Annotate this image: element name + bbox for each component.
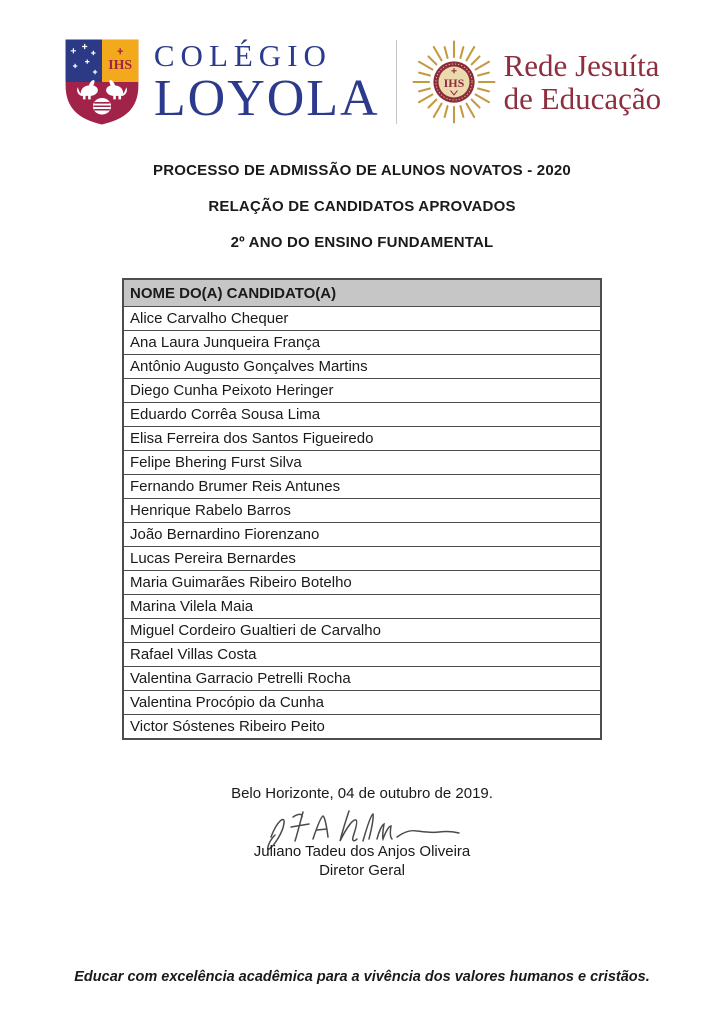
- title-process: PROCESSO DE ADMISSÃO DE ALUNOS NOVATOS - 2020: [153, 162, 571, 179]
- table-row: [123, 475, 601, 499]
- table-header-row: [123, 279, 601, 307]
- candidate-name-cell: Valentina Procópio da Cunha: [123, 691, 601, 715]
- table-row: [123, 379, 601, 403]
- table-row: [123, 451, 601, 475]
- table-row: [123, 307, 601, 331]
- table-row: [123, 643, 601, 667]
- candidates-table: [122, 278, 602, 740]
- table-row: [123, 715, 601, 740]
- emblem-ihs-text: IHS: [443, 76, 464, 91]
- table-body: [123, 307, 601, 740]
- candidate-name-cell: Alice Carvalho Chequer: [123, 307, 601, 331]
- candidate-name-cell: Rafael Villas Costa: [123, 643, 601, 667]
- candidate-name-cell: Fernando Brumer Reis Antunes: [123, 475, 601, 499]
- ihs-sunburst-icon: [411, 39, 497, 125]
- document-titles: [0, 162, 724, 270]
- header: [0, 36, 724, 128]
- candidate-name-cell: Ana Laura Junqueira França: [123, 331, 601, 355]
- table-row: [123, 499, 601, 523]
- title-grade: 2º ANO DO ENSINO FUNDAMENTAL: [230, 234, 494, 251]
- title-relation: RELAÇÃO DE CANDIDATOS APROVADOS: [208, 198, 516, 215]
- table-row: [123, 523, 601, 547]
- signer-role: Diretor Geral: [319, 862, 405, 879]
- loyola-wordmark: [153, 37, 380, 127]
- candidate-name-cell: Marina Vilela Maia: [123, 595, 601, 619]
- candidate-name-cell: Lucas Pereira Bernardes: [123, 547, 601, 571]
- table-row: [123, 619, 601, 643]
- candidate-name-cell: Maria Guimarães Ribeiro Botelho: [123, 571, 601, 595]
- table-header-cell: NOME DO(A) CANDIDATO(A): [123, 279, 601, 307]
- table-row: [123, 331, 601, 355]
- colegio-loyola-logo: [63, 36, 380, 128]
- table-row: [123, 547, 601, 571]
- table-row: [123, 595, 601, 619]
- candidate-name-cell: Eduardo Corrêa Sousa Lima: [123, 403, 601, 427]
- loyola-text: LOYOLA: [153, 69, 380, 127]
- shield-ihs-text: IHS: [108, 57, 133, 72]
- colegio-text: COLÉGIO: [153, 37, 332, 73]
- table-row: [123, 403, 601, 427]
- candidate-name-cell: Elisa Ferreira dos Santos Figueiredo: [123, 427, 601, 451]
- candidate-name-cell: Felipe Bhering Furst Silva: [123, 451, 601, 475]
- loyola-shield-icon: [63, 36, 141, 128]
- table-row: [123, 571, 601, 595]
- candidate-name-cell: Valentina Garracio Petrelli Rocha: [123, 667, 601, 691]
- candidate-name-cell: Miguel Cordeiro Gualtieri de Carvalho: [123, 619, 601, 643]
- candidate-name-cell: Victor Sóstenes Ribeiro Peito: [123, 715, 601, 740]
- table-row: [123, 691, 601, 715]
- table-head: [123, 279, 601, 307]
- date-line: Belo Horizonte, 04 de outubro de 2019.: [231, 785, 493, 802]
- table-row: [123, 427, 601, 451]
- candidate-name-cell: Henrique Rabelo Barros: [123, 499, 601, 523]
- shield-cauldron: [93, 98, 111, 114]
- candidate-name-cell: Diego Cunha Peixoto Heringer: [123, 379, 601, 403]
- rede-jesuita-wordmark: [504, 49, 661, 116]
- table-row: [123, 667, 601, 691]
- signer-name: Juliano Tadeu dos Anjos Oliveira: [253, 843, 471, 860]
- rede-jesuita-logo: [411, 39, 661, 125]
- rede-line1: Rede Jesuíta: [503, 47, 660, 83]
- candidate-name-cell: Antônio Augusto Gonçalves Martins: [123, 355, 601, 379]
- logo-divider: [396, 40, 397, 124]
- rede-line2: de Educação: [503, 81, 662, 116]
- table-row: [123, 355, 601, 379]
- candidate-name-cell: João Bernardino Fiorenzano: [123, 523, 601, 547]
- slogan: Educar com excelência acadêmica para a vivência dos valores humanos e cristãos.: [74, 969, 650, 985]
